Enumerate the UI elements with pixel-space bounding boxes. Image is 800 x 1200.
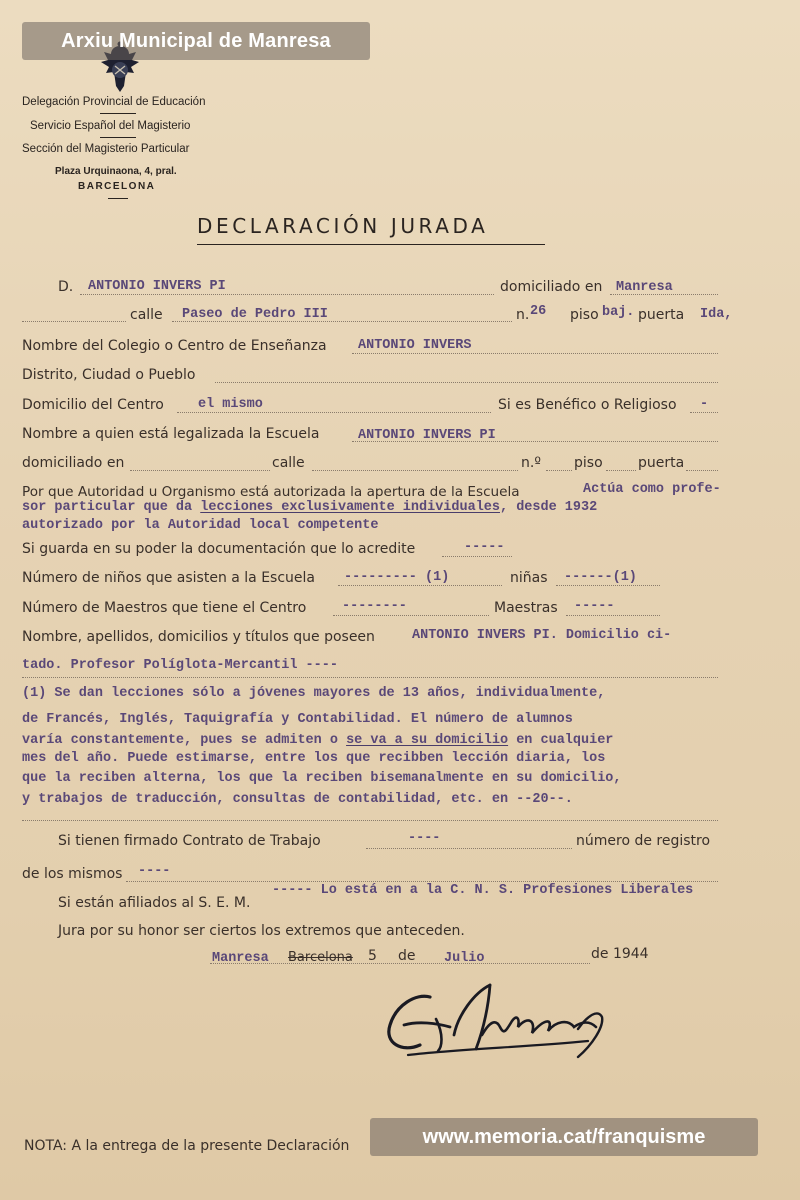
dotted-line	[686, 470, 718, 471]
value-autoridad-1: Actúa como profe-	[583, 482, 721, 497]
label-jura: Jura por su honor ser ciertos los extremos que anteceden.	[58, 923, 465, 939]
value-nombre: ANTONIO INVERS PI	[88, 279, 226, 294]
header-line-seccion: Sección del Magisterio Particular	[22, 143, 190, 155]
value-dia: 5	[368, 948, 377, 964]
label-calle-2: calle	[272, 455, 305, 471]
label-domiciliado: domiciliado en	[500, 279, 603, 295]
dotted-line	[442, 556, 512, 557]
value-lugar-tachado: Barcelona	[288, 950, 353, 965]
label-sem: Si están afiliados al S. E. M.	[58, 895, 251, 911]
note-line-4: mes del año. Puede estimarse, entre los que recibben lección diaria, los	[22, 751, 606, 766]
label-legalizada: Nombre a quien está legalizada la Escuela	[22, 426, 320, 442]
label-de-2: de 1944	[591, 946, 649, 962]
value-nombres-2: tado. Profesor Políglota-Mercantil ----	[22, 658, 338, 673]
value-maestras: -----	[574, 599, 615, 614]
dotted-line	[566, 615, 660, 616]
value-numero: 26	[530, 304, 547, 319]
header-rule	[108, 198, 128, 199]
label-colegio: Nombre del Colegio o Centro de Enseñanza	[22, 338, 327, 354]
dotted-line	[80, 294, 494, 295]
note-line-3: varía constantemente, pues se admiten o se va a su domicilio en cualquier	[22, 733, 614, 748]
dotted-line	[215, 382, 718, 383]
value-ninas: ------(1)	[564, 570, 637, 585]
dotted-line	[22, 820, 718, 821]
note-line-6: y trabajos de traducción, consultas de contabilidad, etc. en --20--.	[22, 792, 573, 807]
value-de-los-mismos: ----	[138, 864, 171, 879]
label-numero: n.	[516, 307, 530, 323]
value-ciudad: Manresa	[616, 280, 673, 295]
value-benefico: -	[700, 397, 709, 412]
dotted-line	[130, 470, 270, 471]
note-line-5: que la reciben alterna, los que la reciben bisemanalmente en su domicilio,	[22, 771, 622, 786]
value-ninos: --------- (1)	[344, 570, 450, 585]
dotted-line	[177, 412, 491, 413]
label-numero-2: n.º	[521, 455, 541, 471]
title-underline	[197, 244, 545, 245]
label-de-1: de	[398, 948, 416, 964]
dotted-line	[22, 321, 126, 322]
value-colegio: ANTONIO INVERS	[358, 338, 472, 353]
header-rule	[100, 137, 136, 138]
value-autoridad-2: sor particular que da lecciones exclusivamente individuales, desde 1932	[22, 500, 598, 515]
dotted-line	[556, 585, 660, 586]
value-sem: ----- Lo está en a la C. N. S. Profesiones Liberales	[272, 883, 694, 898]
archive-watermark: Arxiu Municipal de Manresa	[22, 22, 370, 60]
dotted-line	[606, 470, 636, 471]
value-domicilio-centro: el mismo	[198, 397, 263, 412]
value-documentacion: -----	[464, 540, 505, 555]
label-distrito: Distrito, Ciudad o Pueblo	[22, 367, 196, 383]
website-watermark: www.memoria.cat/franquisme	[370, 1118, 758, 1156]
dotted-line	[126, 881, 718, 882]
footer-nota: NOTA: A la entrega de la presente Declaración	[24, 1138, 350, 1154]
label-d: D.	[58, 279, 74, 295]
label-autoridad: Por que Autoridad u Organismo está autorizada la apertura de la Escuela	[22, 484, 520, 500]
value-lugar: Manresa	[212, 951, 269, 966]
label-puerta-2: puerta	[638, 455, 685, 471]
label-ninas: niñas	[510, 570, 548, 586]
header-rule	[100, 113, 136, 114]
value-autoridad-3: autorizado por la Autoridad local competente	[22, 518, 379, 533]
label-piso-2: piso	[574, 455, 603, 471]
header-address: Plaza Urquinaona, 4, pral.	[55, 166, 177, 177]
dotted-line	[366, 848, 572, 849]
label-piso: piso	[570, 307, 599, 323]
label-contrato: Si tienen firmado Contrato de Trabajo	[58, 833, 321, 849]
label-puerta: puerta	[638, 307, 685, 323]
value-puerta: Ida,	[700, 307, 733, 322]
dotted-line	[546, 470, 572, 471]
dotted-line	[333, 615, 489, 616]
value-nombres-1: ANTONIO INVERS PI. Domicilio ci-	[412, 628, 672, 643]
label-domiciliado-2: domiciliado en	[22, 455, 125, 471]
label-registro: número de registro	[576, 833, 711, 849]
handwritten-signature	[378, 975, 628, 1070]
header-line-delegacion: Delegación Provincial de Educación	[22, 96, 206, 108]
label-documentacion: Si guarda en su poder la documentación que lo acredite	[22, 541, 416, 557]
label-maestros: Número de Maestros que tiene el Centro	[22, 600, 307, 616]
label-nombres: Nombre, apellidos, domicilios y títulos que poseen	[22, 629, 375, 645]
dotted-line	[312, 470, 518, 471]
value-legalizada: ANTONIO INVERS PI	[358, 428, 496, 443]
value-mes: Julio	[444, 951, 485, 966]
header-city: BARCELONA	[78, 181, 156, 192]
label-benefico: Si es Benéfico o Religioso	[498, 397, 677, 413]
label-domicilio-centro: Domicilio del Centro	[22, 397, 164, 413]
dotted-line	[338, 585, 502, 586]
label-ninos: Número de niños que asisten a la Escuela	[22, 570, 316, 586]
value-calle: Paseo de Pedro III	[182, 307, 328, 322]
document-title: DECLARACIÓN JURADA	[197, 214, 489, 238]
note-line-2: de Francés, Inglés, Taquigrafía y Contabilidad. El número de alumnos	[22, 712, 573, 727]
dotted-line	[22, 677, 718, 678]
label-maestras: Maestras	[494, 600, 558, 616]
dotted-line	[352, 353, 718, 354]
value-contrato: ----	[408, 831, 441, 846]
label-de-los-mismos: de los mismos	[22, 866, 123, 882]
label-calle: calle	[130, 307, 163, 323]
value-piso: baj.	[602, 305, 635, 320]
dotted-line	[690, 412, 718, 413]
note-line-1: (1) Se dan lecciones sólo a jóvenes mayores de 13 años, individualmente,	[22, 686, 606, 701]
value-maestros: --------	[342, 599, 407, 614]
header-line-servicio: Servicio Español del Magisterio	[30, 120, 191, 132]
